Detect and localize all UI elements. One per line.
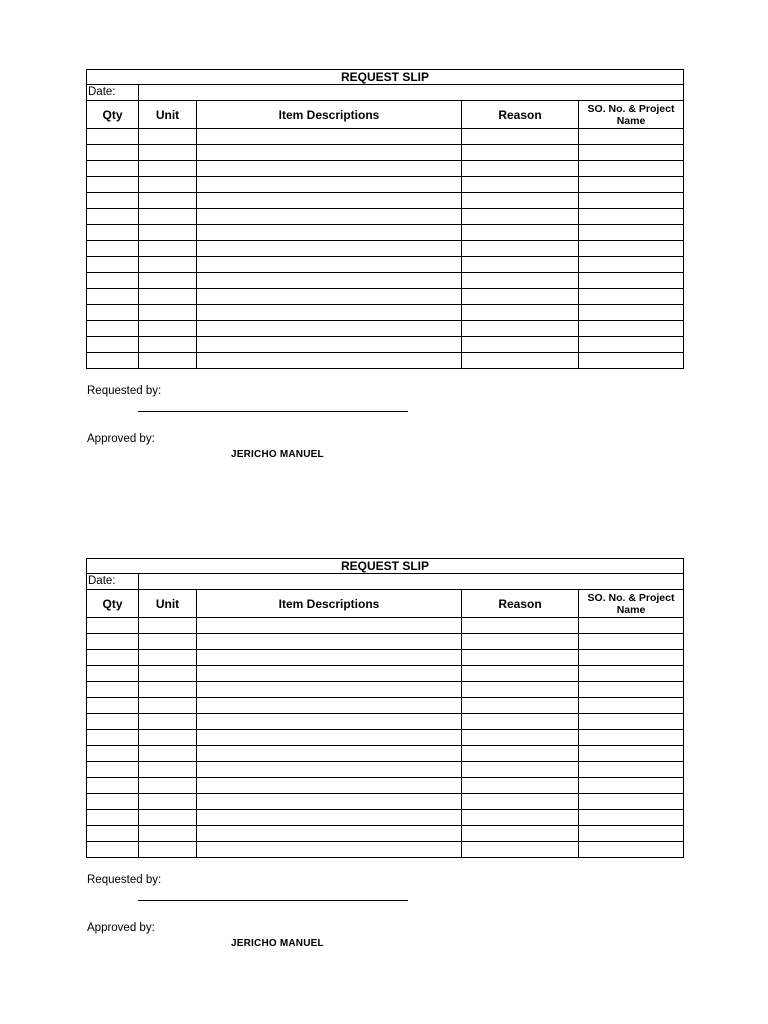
reason-cell[interactable] [462, 337, 579, 353]
so-project-cell[interactable] [579, 161, 684, 177]
reason-cell[interactable] [462, 810, 579, 826]
so-project-cell[interactable] [579, 618, 684, 634]
requested-by-label: Requested by: [87, 874, 162, 886]
table-row [87, 193, 684, 209]
reason-cell[interactable] [462, 794, 579, 810]
reason-cell[interactable] [462, 730, 579, 746]
unit-cell[interactable] [139, 193, 197, 209]
table-row [87, 810, 684, 826]
reason-cell[interactable] [462, 353, 579, 369]
column-header-reason: Reason [462, 101, 579, 129]
column-header-unit: Unit [139, 590, 197, 618]
reason-cell[interactable] [462, 161, 579, 177]
item-description-cell[interactable] [197, 273, 462, 289]
item-description-cell[interactable] [197, 241, 462, 257]
unit-cell[interactable] [139, 161, 197, 177]
date-field[interactable] [139, 574, 684, 590]
reason-cell[interactable] [462, 826, 579, 842]
requested-by-label: Requested by: [87, 385, 162, 397]
so-project-cell[interactable] [579, 145, 684, 161]
unit-cell[interactable] [139, 321, 197, 337]
signature-line [138, 900, 408, 901]
reason-cell[interactable] [462, 842, 579, 858]
column-header-qty: Qty [87, 101, 139, 129]
reason-cell[interactable] [462, 762, 579, 778]
table-row [87, 241, 684, 257]
so-project-cell[interactable] [579, 746, 684, 762]
unit-cell[interactable] [139, 209, 197, 225]
table-row [87, 305, 684, 321]
unit-cell[interactable] [139, 810, 197, 826]
qty-cell[interactable] [87, 209, 139, 225]
qty-cell[interactable] [87, 650, 139, 666]
reason-cell[interactable] [462, 650, 579, 666]
so-project-cell[interactable] [579, 794, 684, 810]
so-project-cell[interactable] [579, 842, 684, 858]
column-header-item-descriptions: Item Descriptions [197, 590, 462, 618]
unit-cell[interactable] [139, 241, 197, 257]
table-row [87, 209, 684, 225]
item-description-cell[interactable] [197, 842, 462, 858]
table-row [87, 273, 684, 289]
unit-cell[interactable] [139, 618, 197, 634]
unit-cell[interactable] [139, 353, 197, 369]
unit-cell[interactable] [139, 305, 197, 321]
table-row [87, 826, 684, 842]
qty-cell[interactable] [87, 241, 139, 257]
item-description-cell[interactable] [197, 161, 462, 177]
so-project-cell[interactable] [579, 321, 684, 337]
table-row [87, 746, 684, 762]
item-description-cell[interactable] [197, 225, 462, 241]
unit-cell[interactable] [139, 842, 197, 858]
table-row [87, 337, 684, 353]
unit-cell[interactable] [139, 337, 197, 353]
unit-cell[interactable] [139, 129, 197, 145]
item-description-cell[interactable] [197, 618, 462, 634]
unit-cell[interactable] [139, 666, 197, 682]
qty-cell[interactable] [87, 289, 139, 305]
so-project-cell[interactable] [579, 778, 684, 794]
table-row [87, 714, 684, 730]
date-field[interactable] [139, 85, 684, 101]
unit-cell[interactable] [139, 746, 197, 762]
reason-cell[interactable] [462, 225, 579, 241]
qty-cell[interactable] [87, 682, 139, 698]
qty-cell[interactable] [87, 730, 139, 746]
table-row [87, 289, 684, 305]
table-row [87, 321, 684, 337]
unit-cell[interactable] [139, 826, 197, 842]
table-row [87, 618, 684, 634]
unit-cell[interactable] [139, 273, 197, 289]
unit-cell[interactable] [139, 730, 197, 746]
table-row [87, 698, 684, 714]
unit-cell[interactable] [139, 682, 197, 698]
reason-cell[interactable] [462, 193, 579, 209]
qty-cell[interactable] [87, 321, 139, 337]
so-project-cell[interactable] [579, 698, 684, 714]
so-project-cell[interactable] [579, 762, 684, 778]
table-row [87, 225, 684, 241]
table-row [87, 257, 684, 273]
item-description-cell[interactable] [197, 257, 462, 273]
table-row [87, 650, 684, 666]
approver-name: JERICHO MANUEL [231, 938, 324, 949]
reason-cell[interactable] [462, 305, 579, 321]
qty-cell[interactable] [87, 225, 139, 241]
approved-by-label: Approved by: [87, 433, 155, 445]
table-row [87, 161, 684, 177]
so-project-cell[interactable] [579, 634, 684, 650]
item-description-cell[interactable] [197, 209, 462, 225]
so-project-cell[interactable] [579, 193, 684, 209]
table-row [87, 762, 684, 778]
reason-cell[interactable] [462, 257, 579, 273]
request-slip-table [86, 69, 684, 369]
so-project-cell[interactable] [579, 209, 684, 225]
table-row [87, 794, 684, 810]
qty-cell[interactable] [87, 698, 139, 714]
unit-cell[interactable] [139, 714, 197, 730]
item-description-cell[interactable] [197, 129, 462, 145]
reason-cell[interactable] [462, 289, 579, 305]
table-row [87, 353, 684, 369]
unit-cell[interactable] [139, 778, 197, 794]
item-description-cell[interactable] [197, 145, 462, 161]
qty-cell[interactable] [87, 746, 139, 762]
item-description-cell[interactable] [197, 698, 462, 714]
reason-cell[interactable] [462, 618, 579, 634]
so-project-cell[interactable] [579, 826, 684, 842]
slip-title: REQUEST SLIP [87, 559, 684, 574]
unit-cell[interactable] [139, 762, 197, 778]
so-project-cell[interactable] [579, 666, 684, 682]
reason-cell[interactable] [462, 241, 579, 257]
item-description-cell[interactable] [197, 682, 462, 698]
table-row [87, 177, 684, 193]
qty-cell[interactable] [87, 762, 139, 778]
table-row [87, 634, 684, 650]
qty-cell[interactable] [87, 778, 139, 794]
item-description-cell[interactable] [197, 762, 462, 778]
qty-cell[interactable] [87, 714, 139, 730]
unit-cell[interactable] [139, 794, 197, 810]
qty-cell[interactable] [87, 193, 139, 209]
approved-by-label: Approved by: [87, 922, 155, 934]
table-row [87, 730, 684, 746]
reason-cell[interactable] [462, 682, 579, 698]
request-slip-form [86, 69, 683, 369]
unit-cell[interactable] [139, 145, 197, 161]
column-header-so-project: SO. No. & Project Name [579, 590, 684, 618]
table-row [87, 682, 684, 698]
qty-cell[interactable] [87, 129, 139, 145]
unit-cell[interactable] [139, 634, 197, 650]
request-slip-form [86, 558, 683, 858]
reason-cell[interactable] [462, 273, 579, 289]
column-header-unit: Unit [139, 101, 197, 129]
item-description-cell[interactable] [197, 810, 462, 826]
item-description-cell[interactable] [197, 289, 462, 305]
unit-cell[interactable] [139, 289, 197, 305]
slip-title: REQUEST SLIP [87, 70, 684, 85]
qty-cell[interactable] [87, 618, 139, 634]
qty-cell[interactable] [87, 257, 139, 273]
so-project-cell[interactable] [579, 289, 684, 305]
item-description-cell[interactable] [197, 634, 462, 650]
item-description-cell[interactable] [197, 177, 462, 193]
signature-line [138, 411, 408, 412]
item-description-cell[interactable] [197, 746, 462, 762]
unit-cell[interactable] [139, 225, 197, 241]
item-description-cell[interactable] [197, 650, 462, 666]
date-label: Date: [87, 85, 139, 101]
so-project-cell[interactable] [579, 177, 684, 193]
item-description-cell[interactable] [197, 193, 462, 209]
reason-cell[interactable] [462, 746, 579, 762]
column-header-item-descriptions: Item Descriptions [197, 101, 462, 129]
reason-cell[interactable] [462, 129, 579, 145]
item-description-cell[interactable] [197, 826, 462, 842]
qty-cell[interactable] [87, 794, 139, 810]
so-project-cell[interactable] [579, 273, 684, 289]
so-project-cell[interactable] [579, 353, 684, 369]
unit-cell[interactable] [139, 177, 197, 193]
so-project-cell[interactable] [579, 241, 684, 257]
column-header-reason: Reason [462, 590, 579, 618]
item-description-cell[interactable] [197, 794, 462, 810]
so-project-cell[interactable] [579, 225, 684, 241]
item-description-cell[interactable] [197, 730, 462, 746]
qty-cell[interactable] [87, 273, 139, 289]
reason-cell[interactable] [462, 714, 579, 730]
unit-cell[interactable] [139, 698, 197, 714]
column-header-so-project: SO. No. & Project Name [579, 101, 684, 129]
item-description-cell[interactable] [197, 353, 462, 369]
qty-cell[interactable] [87, 337, 139, 353]
table-row [87, 778, 684, 794]
so-project-cell[interactable] [579, 730, 684, 746]
so-project-cell[interactable] [579, 129, 684, 145]
so-project-cell[interactable] [579, 337, 684, 353]
qty-cell[interactable] [87, 177, 139, 193]
reason-cell[interactable] [462, 177, 579, 193]
reason-cell[interactable] [462, 321, 579, 337]
column-header-qty: Qty [87, 590, 139, 618]
item-description-cell[interactable] [197, 305, 462, 321]
item-description-cell[interactable] [197, 714, 462, 730]
qty-cell[interactable] [87, 305, 139, 321]
qty-cell[interactable] [87, 353, 139, 369]
so-project-cell[interactable] [579, 714, 684, 730]
item-description-cell[interactable] [197, 321, 462, 337]
qty-cell[interactable] [87, 666, 139, 682]
reason-cell[interactable] [462, 145, 579, 161]
table-row [87, 842, 684, 858]
table-row [87, 145, 684, 161]
reason-cell[interactable] [462, 666, 579, 682]
qty-cell[interactable] [87, 810, 139, 826]
item-description-cell[interactable] [197, 337, 462, 353]
qty-cell[interactable] [87, 842, 139, 858]
reason-cell[interactable] [462, 634, 579, 650]
table-row [87, 666, 684, 682]
so-project-cell[interactable] [579, 305, 684, 321]
table-row [87, 129, 684, 145]
qty-cell[interactable] [87, 634, 139, 650]
date-label: Date: [87, 574, 139, 590]
qty-cell[interactable] [87, 145, 139, 161]
reason-cell[interactable] [462, 778, 579, 794]
reason-cell[interactable] [462, 209, 579, 225]
unit-cell[interactable] [139, 257, 197, 273]
item-description-cell[interactable] [197, 666, 462, 682]
qty-cell[interactable] [87, 161, 139, 177]
qty-cell[interactable] [87, 826, 139, 842]
approver-name: JERICHO MANUEL [231, 449, 324, 460]
reason-cell[interactable] [462, 698, 579, 714]
so-project-cell[interactable] [579, 257, 684, 273]
so-project-cell[interactable] [579, 650, 684, 666]
item-description-cell[interactable] [197, 778, 462, 794]
request-slip-table [86, 558, 684, 858]
unit-cell[interactable] [139, 650, 197, 666]
so-project-cell[interactable] [579, 810, 684, 826]
so-project-cell[interactable] [579, 682, 684, 698]
